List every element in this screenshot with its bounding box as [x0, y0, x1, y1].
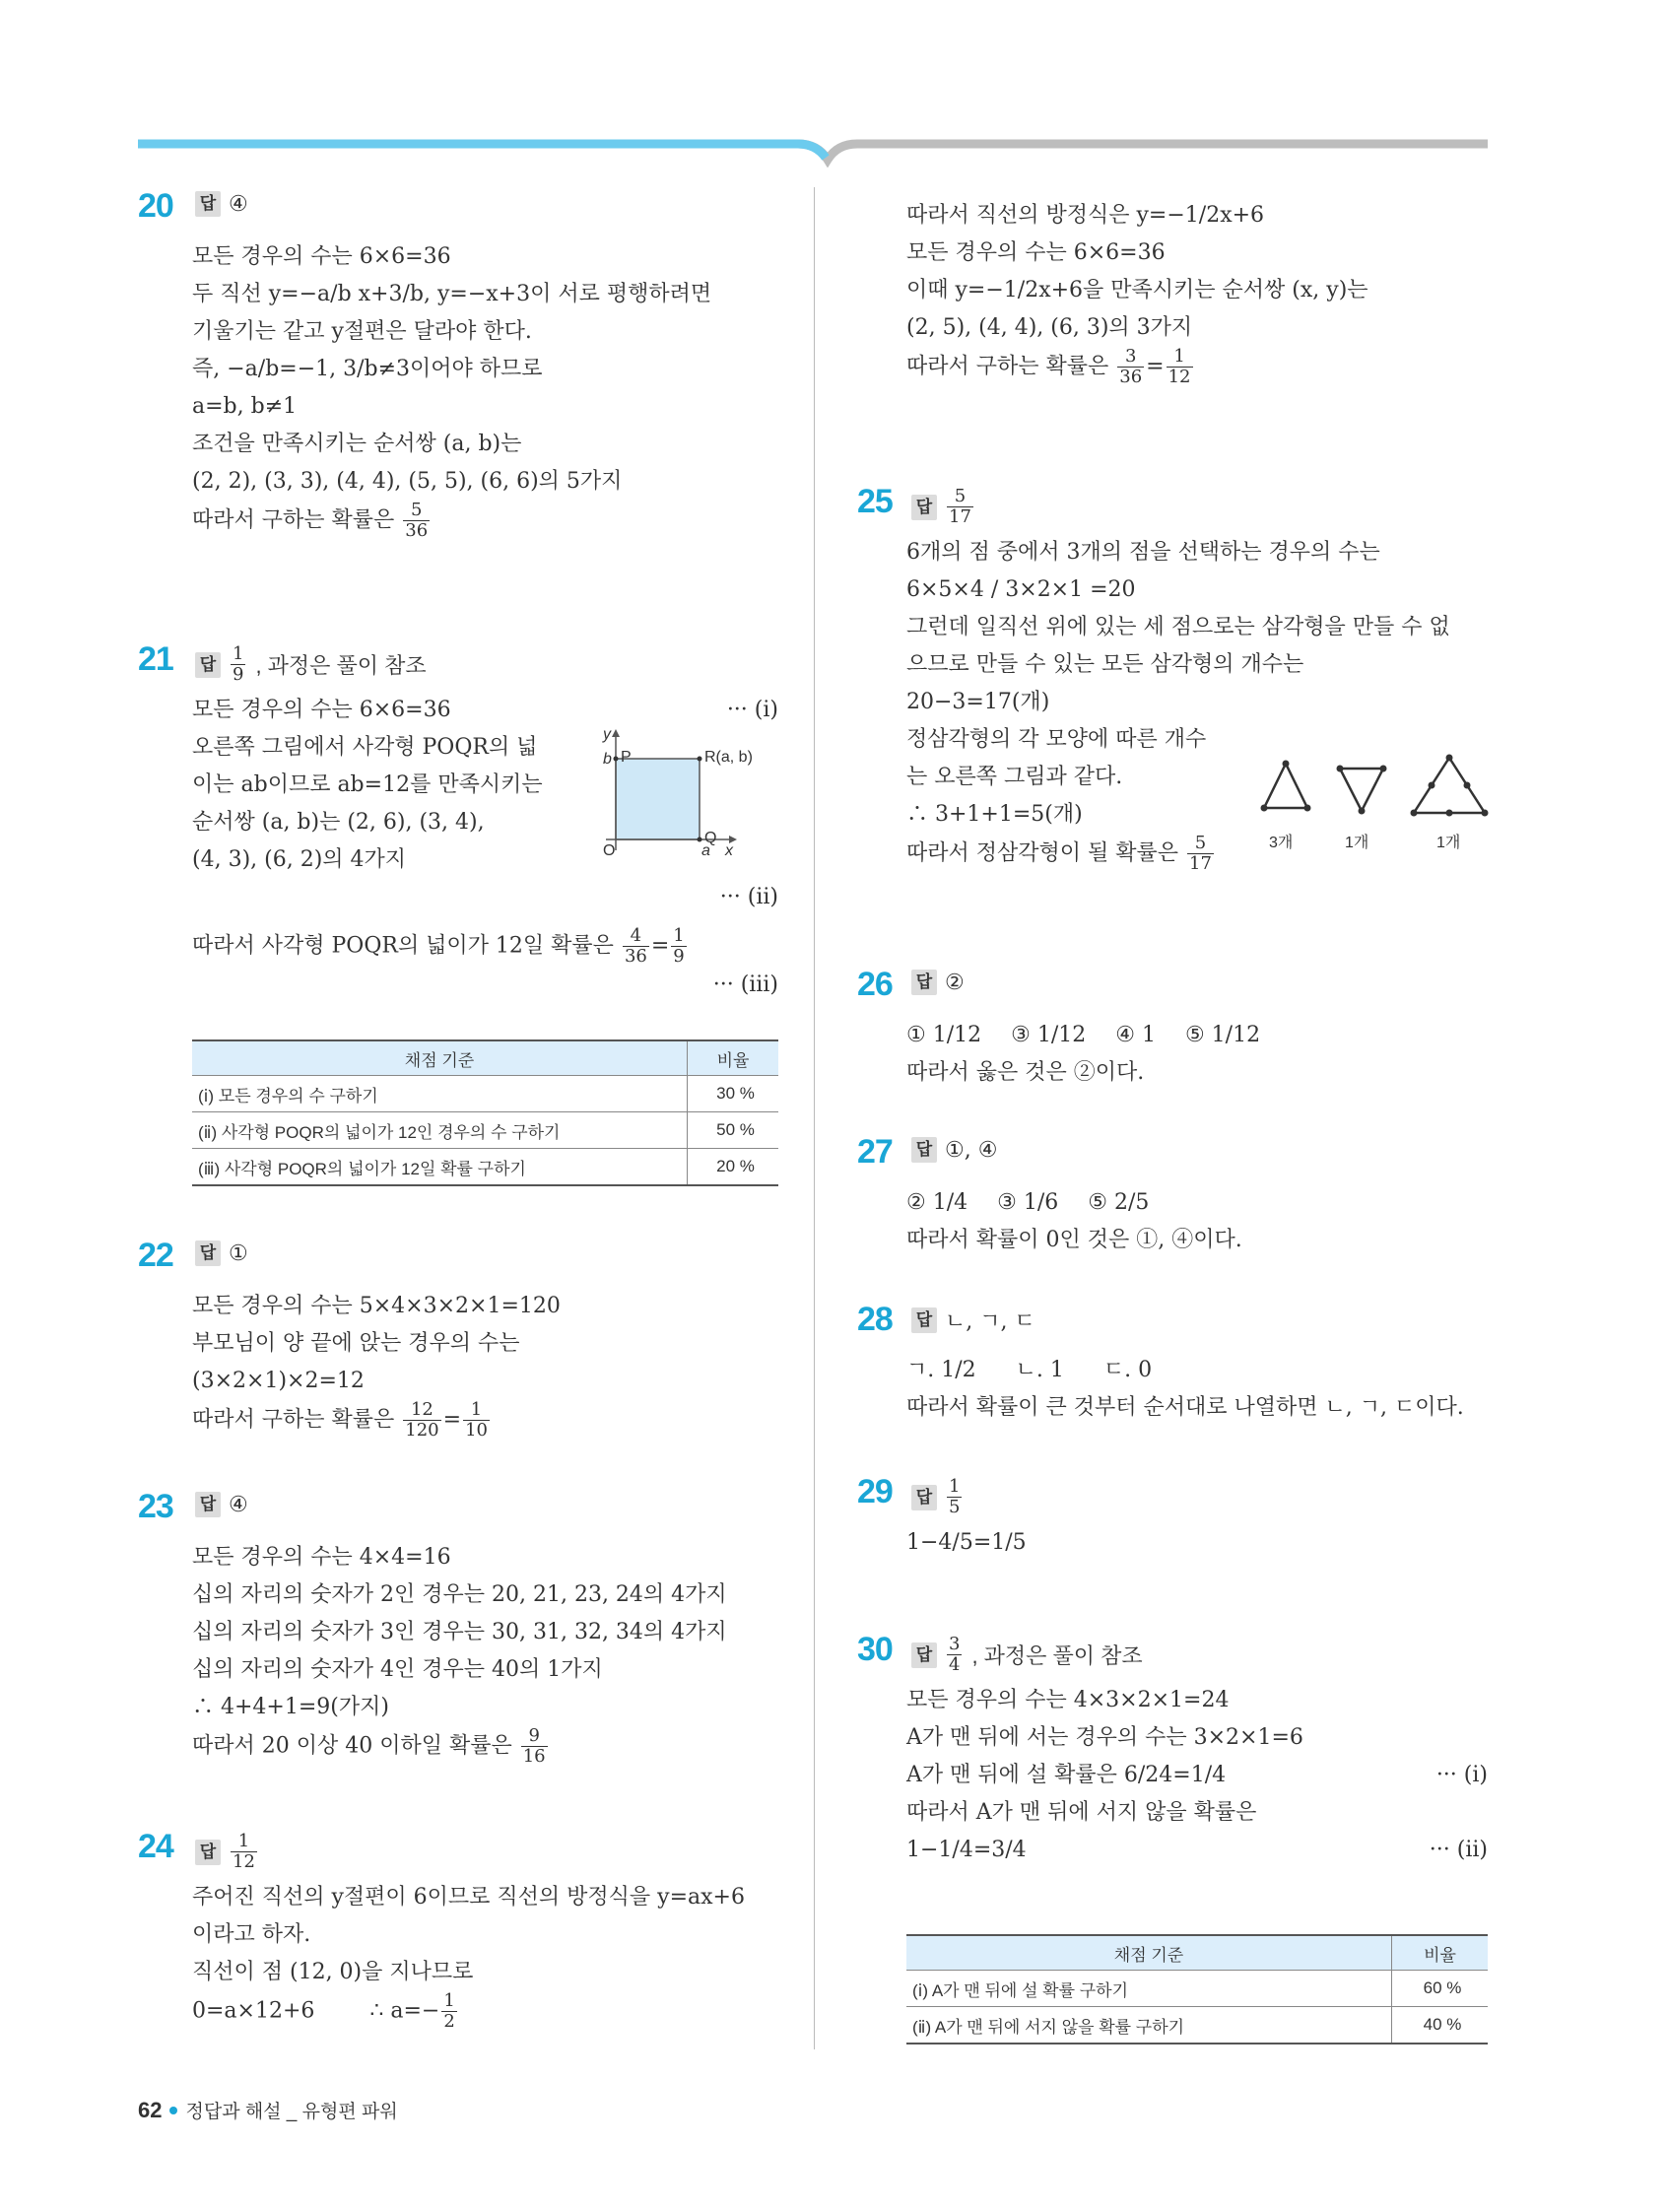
answer-line	[911, 1477, 964, 1517]
solution-line: 는 오른쪽 그림과 같다.	[906, 765, 1123, 789]
answer-suffix: , 과정은 풀이 참조	[971, 1643, 1143, 1668]
solution-line: A가 맨 뒤에 설 확률은 6/24=1/4 ··· (ⅰ)	[906, 1757, 1488, 1794]
answer-line	[195, 1492, 248, 1517]
final-text: 따라서 구하는 확률은	[192, 507, 395, 533]
fraction: $\frac{5}{36}$	[405, 500, 429, 541]
options-line: ㄱ. 1/2 ㄴ. 1 ㄷ. 0	[906, 1358, 1153, 1382]
square-figure	[596, 727, 768, 860]
final-text: 따라서 구하는 확률은	[906, 354, 1109, 379]
solution	[906, 1352, 1488, 1427]
solution-line: 십의 자리의 숫자가 3인 경우는 30, 31, 32, 34의 4가지	[192, 1620, 727, 1644]
fraction: $\frac{4}{36}$	[624, 925, 647, 967]
answer: ①	[229, 1240, 248, 1266]
fig-b: b	[603, 751, 612, 768]
problem-number: 20	[138, 187, 173, 225]
options-line: ① 1/12 ③ 1/12 ④ 1 ⑤ 1/12	[906, 1023, 1261, 1047]
fraction: $\frac{1}{10}$	[465, 1399, 488, 1441]
solution	[906, 197, 1488, 387]
answer-badge: 답	[911, 495, 937, 520]
mark-ii: ··· (ⅱ)	[1429, 1838, 1488, 1862]
options-line: ② 1/4 ③ 1/6 ⑤ 2/5	[906, 1190, 1150, 1215]
solution-line: 20−3=17(개)	[906, 690, 1050, 714]
fraction: $\frac{3}{36}$	[1119, 346, 1143, 387]
solution-line: 6×5×4 / 3×2×1 =20	[906, 577, 1136, 602]
final-line: 따라서 구하는 확률은 $\frac{12}{120}$ = $\frac{1}{10}$	[192, 1399, 488, 1441]
table-head: 채점 기준	[906, 1935, 1392, 1971]
answer-line	[911, 970, 965, 995]
final-line: 따라서 옳은 것은 ②이다.	[906, 1060, 1145, 1085]
fraction: $\frac{5}{17}$	[1189, 833, 1212, 874]
answer-line	[195, 1832, 259, 1872]
final-text: 따라서 20 이상 40 이하일 확률은	[192, 1733, 512, 1759]
answer: ④	[229, 1492, 248, 1517]
solution-line: 으므로 만들 수 있는 모든 삼각형의 개수는	[906, 652, 1304, 677]
triangles-figure	[1256, 754, 1493, 823]
table-head: 비율	[1392, 1935, 1489, 1971]
solution-line: 따라서 A가 맨 뒤에 서지 않을 확률은	[906, 1800, 1257, 1825]
solution-line: 그런데 일직선 위에 있는 세 점으로는 삼각형을 만들 수 없	[906, 615, 1450, 639]
solution-line: 따라서 직선의 방정식은 y=−1/2x+6	[906, 203, 1265, 228]
final-text: 따라서 정삼각형이 될 확률은	[906, 840, 1179, 866]
solution	[192, 1879, 778, 2032]
solution	[192, 1539, 778, 1767]
solution-line: ∴ 3+1+1=5(개)	[906, 802, 1083, 827]
answer-badge: 답	[195, 652, 221, 678]
table-head: 비율	[688, 1040, 779, 1076]
final-text: 따라서 사각형 POQR의 넓이가 12일 확률은	[192, 933, 614, 959]
solution-line: 1−1/4=3/4 ··· (ⅱ)	[906, 1832, 1488, 1869]
solution-line: 이라고 하자.	[192, 1922, 311, 1947]
answer-fraction: $\frac{1}{12}$	[233, 1831, 255, 1872]
problem-number: 22	[138, 1237, 173, 1274]
solution-line: 모든 경우의 수는 5×4×3×2×1=120	[192, 1294, 561, 1318]
mark-i: ··· (ⅰ)	[726, 698, 778, 722]
page-footer	[138, 2097, 398, 2123]
problem-number: 23	[138, 1488, 173, 1525]
solution-line: a=b, b≠1	[192, 394, 298, 419]
solution-line: 0=a×12+6 ∴ a=− $\frac{1}{2}$	[192, 1990, 455, 2032]
problem-number: 29	[857, 1473, 893, 1510]
problem-number: 25	[857, 483, 893, 520]
solution-line: 모든 경우의 수는 6×6=36 ··· (ⅰ)	[192, 692, 778, 729]
solution-line: 십의 자리의 숫자가 4인 경우는 40의 1가지	[192, 1657, 603, 1682]
fig-y: y	[603, 726, 611, 743]
answer-fraction: $\frac{5}{17}$	[949, 486, 971, 527]
answer-badge: 답	[911, 1485, 937, 1510]
bullet-dot-icon	[169, 2107, 177, 2114]
answer-suffix: , 과정은 풀이 참조	[255, 653, 427, 678]
answer-line	[911, 1137, 997, 1163]
answer-line	[911, 487, 975, 527]
mark-iii: ··· (ⅲ)	[712, 972, 778, 997]
solution-line: (3×2×1)×2=12	[192, 1369, 365, 1393]
final-line	[192, 501, 778, 541]
solution-line: 순서쌍 (a, b)는 (2, 6), (3, 4),	[192, 810, 485, 835]
fraction: $\frac{9}{16}$	[522, 1725, 546, 1767]
fig-P: P	[621, 749, 632, 766]
final-line	[192, 1726, 778, 1767]
answer-line	[195, 1240, 248, 1266]
table-row: (ⅰ) 모든 경우의 수 구하기 30 %	[192, 1076, 778, 1112]
scoring-table	[192, 1039, 778, 1186]
answer: ②	[945, 970, 965, 995]
table-row: (ⅱ) 사각형 POQR의 넓이가 12인 경우의 수 구하기 50 %	[192, 1112, 778, 1149]
solution	[192, 1288, 778, 1441]
solution	[906, 1524, 1488, 1562]
solution-line: ∴ 4+4+1=9(가지)	[192, 1695, 389, 1719]
solution-line: 십의 자리의 숫자가 2인 경우는 20, 21, 23, 24의 4가지	[192, 1582, 727, 1607]
tri-label: 3개	[1269, 835, 1294, 851]
answer-line	[195, 191, 248, 217]
fraction: $\frac{12}{120}$	[405, 1399, 439, 1441]
answer-badge: 답	[911, 1137, 937, 1163]
solution-line: 부모님이 양 끝에 앉는 경우의 수는	[192, 1331, 520, 1356]
answer-fraction: $\frac{3}{4}$	[949, 1634, 961, 1675]
answer-line	[911, 1305, 1035, 1335]
fig-x: x	[725, 842, 733, 859]
solution	[906, 1017, 1488, 1092]
solution-line: A가 맨 뒤에 서는 경우의 수는 3×2×1=6	[906, 1725, 1303, 1750]
answer-fraction: $\frac{1}{9}$	[233, 643, 244, 685]
table-row: (ⅲ) 사각형 POQR의 넓이가 12일 확률 구하기 20 %	[192, 1149, 778, 1186]
column-divider	[814, 187, 815, 2049]
fig-Q: Q	[704, 830, 717, 846]
answer-badge: 답	[195, 1840, 221, 1865]
solution-line: 모든 경우의 수는 6×6=36	[906, 240, 1166, 265]
solution-line: 기울기는 같고 y절편은 달라야 한다.	[192, 319, 532, 344]
solution-line: 1−4/5=1/5	[906, 1530, 1027, 1555]
solution-line: 직선이 점 (12, 0)을 지나므로	[192, 1960, 474, 1984]
problem-number: 24	[138, 1828, 173, 1865]
fig-a: a	[701, 842, 710, 859]
fraction: $\frac{1}{9}$	[673, 925, 685, 967]
answer-badge: 답	[911, 970, 937, 995]
answer-line	[911, 1635, 1143, 1675]
final-line: 따라서 확률이 큰 것부터 순서대로 나열하면 ㄴ, ㄱ, ㄷ이다.	[906, 1395, 1464, 1420]
solution-line: 오른쪽 그림에서 사각형 POQR의 넓	[192, 735, 538, 760]
solution	[192, 238, 778, 541]
problem-number: 28	[857, 1301, 893, 1338]
fig-O: O	[603, 842, 616, 859]
final-line: 따라서 확률이 0인 것은 ①, ④이다.	[906, 1228, 1242, 1252]
answer-fraction: $\frac{1}{5}$	[949, 1476, 961, 1517]
scoring-table	[906, 1934, 1488, 2044]
solution-line: 정삼각형의 각 모양에 따른 개수	[906, 727, 1207, 752]
table-head: 채점 기준	[192, 1040, 688, 1076]
answer-badge: 답	[195, 1492, 221, 1517]
solution	[906, 1682, 1488, 1869]
fig-R: R(a, b)	[704, 749, 753, 766]
solution-line: 모든 경우의 수는 4×3×2×1=24	[906, 1688, 1230, 1712]
table-row: (ⅰ) A가 맨 뒤에 설 확률 구하기 60 %	[906, 1971, 1488, 2007]
solution-line: 두 직선 y=−a/b x+3/b, y=−x+3이 서로 평행하려면	[192, 282, 712, 306]
solution-line: (2, 5), (4, 4), (6, 3)의 3가지	[906, 315, 1193, 340]
top-decor-bar	[138, 138, 1488, 168]
mark-i: ··· (ⅰ)	[1435, 1763, 1488, 1787]
solution-line: 즉, −a/b=−1, 3/b≠3이어야 하므로	[192, 357, 543, 381]
final-line	[906, 834, 1488, 874]
solution-line: (4, 3), (6, 2)의 4가지	[192, 847, 407, 872]
solution-line: 모든 경우의 수는 4×4=16	[192, 1545, 451, 1570]
tri-label: 1개	[1345, 835, 1369, 851]
solution	[906, 1184, 1488, 1259]
solution-line: 이는 ab이므로 ab=12를 만족시키는	[192, 772, 543, 797]
fraction: $\frac{1}{12}$	[1168, 346, 1191, 387]
solution-line: 조건을 만족시키는 순서쌍 (a, b)는	[192, 432, 522, 456]
solution-line: 이때 y=−1/2x+6을 만족시키는 순서쌍 (x, y)는	[906, 278, 1368, 302]
problem-number: 21	[138, 640, 173, 678]
answer: ④	[229, 191, 248, 217]
solution-line: (2, 2), (3, 3), (4, 4), (5, 5), (6, 6)의 5가지	[192, 469, 623, 494]
fraction: $\frac{1}{2}$	[443, 1990, 455, 2032]
solution-line: 모든 경우의 수는 6×6=36	[192, 244, 451, 269]
answer: ㄴ, ㄱ, ㄷ	[945, 1309, 1035, 1334]
solution	[906, 534, 1488, 874]
problem-number: 26	[857, 966, 893, 1003]
answer: ①, ④	[945, 1137, 998, 1163]
footer-title: 정답과 해설 _ 유형편 파워	[185, 2102, 398, 2122]
final-line: 따라서 구하는 확률은 $\frac{3}{36}$ = $\frac{1}{12}$	[906, 346, 1191, 387]
mark-ii: ··· (ⅱ)	[719, 885, 778, 909]
answer-badge: 답	[195, 1240, 221, 1266]
table-row: (ⅱ) A가 맨 뒤에 서지 않을 확률 구하기 40 %	[906, 2007, 1488, 2044]
final-line: 따라서 사각형 POQR의 넓이가 12일 확률은 $\frac{4}{36}$ = $\frac{1}{9}$	[192, 925, 685, 967]
answer-line	[195, 644, 427, 685]
solution-line: 6개의 점 중에서 3개의 점을 선택하는 경우의 수는	[906, 540, 1380, 565]
problem-number: 30	[857, 1631, 893, 1668]
page-number: 62	[138, 2097, 163, 2122]
answer-badge: 답	[195, 191, 221, 217]
answer-badge: 답	[911, 1642, 937, 1668]
problem-number: 27	[857, 1133, 893, 1171]
final-text: 따라서 구하는 확률은	[192, 1407, 395, 1433]
answer-badge: 답	[911, 1307, 937, 1333]
solution-line: 주어진 직선의 y절편이 6이므로 직선의 방정식을 y=ax+6	[192, 1885, 745, 1910]
tri-label: 1개	[1436, 835, 1461, 851]
